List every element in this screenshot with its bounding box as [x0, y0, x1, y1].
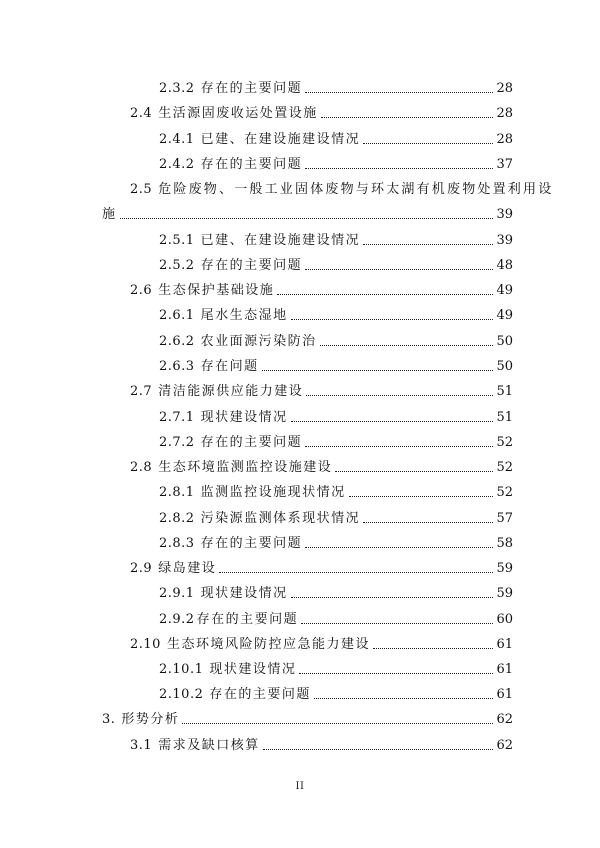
- toc-entry-page: 61: [496, 637, 513, 652]
- toc-entry[interactable]: [159, 656, 513, 678]
- toc-entry-page: 49: [496, 308, 513, 323]
- toc-entry-page: 49: [496, 283, 513, 298]
- toc-entry[interactable]: [159, 151, 513, 173]
- dot-leader: [305, 167, 493, 169]
- toc-entry-title: 现状建设情况: [209, 662, 297, 677]
- toc-entry-title: 农业面源污染防治: [200, 334, 317, 349]
- toc-entry-number: 2.5.2: [159, 258, 195, 273]
- toc-entry-number: 2.9.1: [159, 586, 195, 601]
- toc-entry-page: 58: [496, 536, 513, 551]
- dot-leader: [320, 344, 494, 346]
- toc-entry-page: 51: [496, 384, 513, 399]
- toc-entry-number: 2.10.2: [159, 687, 204, 702]
- toc-entry[interactable]: [102, 706, 513, 728]
- toc-entry-page: 61: [496, 662, 513, 677]
- toc-entry-number: 3.: [102, 712, 116, 727]
- toc-entry-continuation[interactable]: [102, 201, 513, 223]
- toc-entry-page: 52: [496, 435, 513, 450]
- dot-leader: [305, 546, 493, 548]
- dot-leader: [305, 91, 493, 93]
- toc-entry-page: 39: [496, 233, 513, 248]
- toc-entry-page: 61: [496, 687, 513, 702]
- toc-entry[interactable]: [130, 732, 513, 754]
- dot-leader: [219, 571, 493, 573]
- toc-entry[interactable]: [159, 126, 513, 148]
- toc-entry-number: 2.5.1: [159, 233, 195, 248]
- toc-entry-title: 存在的主要问题: [200, 435, 303, 450]
- toc-entry-number: 2.4.1: [159, 132, 195, 147]
- toc-entry[interactable]: [130, 378, 513, 400]
- dot-leader: [363, 521, 493, 523]
- toc-entry-title: 存在的主要问题: [200, 258, 303, 273]
- toc-entry-number: 2.8.3: [159, 536, 195, 551]
- toc-entry-number: 2.3.2: [159, 81, 195, 96]
- toc-entry-title: 存在的主要问题: [200, 157, 303, 172]
- toc-entry-page: 28: [496, 81, 513, 96]
- toc-entry[interactable]: [130, 555, 513, 577]
- toc-entry-title: 存在的主要问题: [196, 612, 299, 627]
- dot-leader: [291, 596, 494, 598]
- toc-entry-title: 已建、在建设施建设情况: [200, 233, 361, 248]
- toc-entry[interactable]: [130, 277, 513, 299]
- toc-entry-title: 存在问题: [200, 359, 259, 374]
- toc-entry-page: 28: [496, 132, 513, 147]
- toc-entry[interactable]: [130, 100, 513, 122]
- toc-entry-page: 52: [496, 485, 513, 500]
- dot-leader: [301, 622, 493, 624]
- dot-leader: [263, 748, 494, 750]
- toc-entry-number: 2.4.2: [159, 157, 195, 172]
- toc-entry-number: 2.10.1: [159, 662, 204, 677]
- dot-leader: [305, 445, 493, 447]
- toc-entry-number: 2.7.2: [159, 435, 195, 450]
- toc-entry-title: 存在的主要问题: [200, 536, 303, 551]
- toc-entry-number: 2.5: [130, 182, 153, 197]
- toc-entry-number: 2.6.3: [159, 359, 195, 374]
- toc-entry-title: 存在的主要问题: [209, 687, 311, 702]
- toc-entry-page: 62: [496, 738, 513, 753]
- toc-entry-number: 2.9: [130, 561, 153, 576]
- dot-leader: [335, 470, 493, 472]
- toc-entry[interactable]: [159, 328, 513, 350]
- toc-entry-page: 62: [496, 712, 513, 727]
- toc-entry[interactable]: [159, 404, 513, 426]
- toc-entry-title: 绿岛建设: [158, 561, 217, 576]
- toc-entry-page: 59: [496, 586, 513, 601]
- toc-entry-number: 2.10: [130, 637, 161, 652]
- toc-entry[interactable]: [159, 353, 513, 375]
- toc-entry-number: 2.6: [130, 283, 153, 298]
- toc-entry-title: 形势分析: [121, 712, 180, 727]
- dot-leader: [363, 243, 493, 245]
- dot-leader: [299, 672, 493, 674]
- dot-leader: [363, 142, 493, 144]
- toc-entry-title: 监测监控设施现状情况: [200, 485, 346, 500]
- toc-entry-number: 2.8.2: [159, 511, 195, 526]
- dot-leader: [321, 116, 494, 118]
- toc-entry[interactable]: [159, 505, 513, 527]
- dot-leader: [182, 722, 493, 724]
- toc-entry-title: 污染源监测体系现状情况: [200, 511, 361, 526]
- toc-entry-number: 2.7: [130, 384, 153, 399]
- toc-entry[interactable]: [159, 227, 513, 249]
- toc-entry[interactable]: [159, 530, 513, 552]
- toc-entry[interactable]: [159, 252, 513, 274]
- toc-entry[interactable]: [159, 580, 513, 602]
- toc-entry[interactable]: [159, 479, 513, 501]
- toc-entry-title: 存在的主要问题: [200, 81, 303, 96]
- page-number: II: [295, 781, 305, 792]
- toc-entry-title: 生态保护基础设施: [158, 283, 275, 298]
- toc-entry-title: 危险废物、一般工业固体废物与环太湖有机废物处置利用设: [158, 182, 554, 197]
- toc-entry-page: 50: [496, 359, 513, 374]
- toc-entry-number: 2.6.1: [159, 308, 195, 323]
- toc-entry-title: 生态环境监测监控设施建设: [158, 460, 333, 475]
- dot-leader: [262, 369, 494, 371]
- toc-entry-page: 37: [496, 157, 513, 172]
- toc-entry[interactable]: [159, 429, 513, 451]
- toc-entry-page: 39: [496, 207, 513, 222]
- toc-entry-title: 清洁能源供应能力建设: [158, 384, 304, 399]
- toc-entry-page: 57: [496, 511, 513, 526]
- toc-entry-number: 2.6.2: [159, 334, 195, 349]
- toc-entry[interactable]: [159, 681, 513, 703]
- toc-entry-page: 51: [496, 410, 513, 425]
- dot-leader: [306, 394, 493, 396]
- toc-entry-page: 50: [496, 334, 513, 349]
- toc-entry[interactable]: [159, 75, 513, 97]
- toc-entry-title-continued: 施: [102, 207, 117, 222]
- dot-leader: [349, 495, 494, 497]
- toc-entry-number: 2.8: [130, 460, 153, 475]
- dot-leader: [314, 697, 494, 699]
- dot-leader: [291, 318, 494, 320]
- dot-leader: [373, 647, 493, 649]
- toc-entry[interactable]: [130, 454, 513, 476]
- toc-entry-page: 60: [496, 612, 513, 627]
- toc-entry-number: 2.7.1: [159, 410, 195, 425]
- toc-entry-title: 现状建设情况: [200, 586, 288, 601]
- toc-entry-title: 生态环境风险防控应急能力建设: [166, 637, 370, 652]
- toc-entry-page: 52: [496, 460, 513, 475]
- dot-leader: [291, 420, 494, 422]
- toc-entry[interactable]: [130, 176, 554, 198]
- toc-entry-title: 生活源固废收运处置设施: [158, 106, 318, 121]
- toc-entry-page: 59: [496, 561, 513, 576]
- toc-entry-number: 2.4: [130, 106, 153, 121]
- toc-entry[interactable]: [159, 606, 513, 628]
- toc-entry-number: 2.9.2: [159, 612, 195, 627]
- toc-entry[interactable]: [159, 302, 513, 324]
- toc-entry-page: 28: [496, 106, 513, 121]
- toc-entry-title: 尾水生态湿地: [200, 308, 288, 323]
- toc-entry-title: 已建、在建设施建设情况: [200, 132, 361, 147]
- dot-leader: [305, 268, 493, 270]
- toc-entry-title: 现状建设情况: [200, 410, 288, 425]
- toc-entry-number: 3.1: [130, 738, 153, 753]
- dot-leader: [120, 217, 494, 219]
- toc-entry-title: 需求及缺口核算: [158, 738, 260, 753]
- toc-entry-number: 2.8.1: [159, 485, 195, 500]
- toc-entry-page: 48: [496, 258, 513, 273]
- dot-leader: [277, 293, 493, 295]
- toc-entry[interactable]: [130, 631, 513, 653]
